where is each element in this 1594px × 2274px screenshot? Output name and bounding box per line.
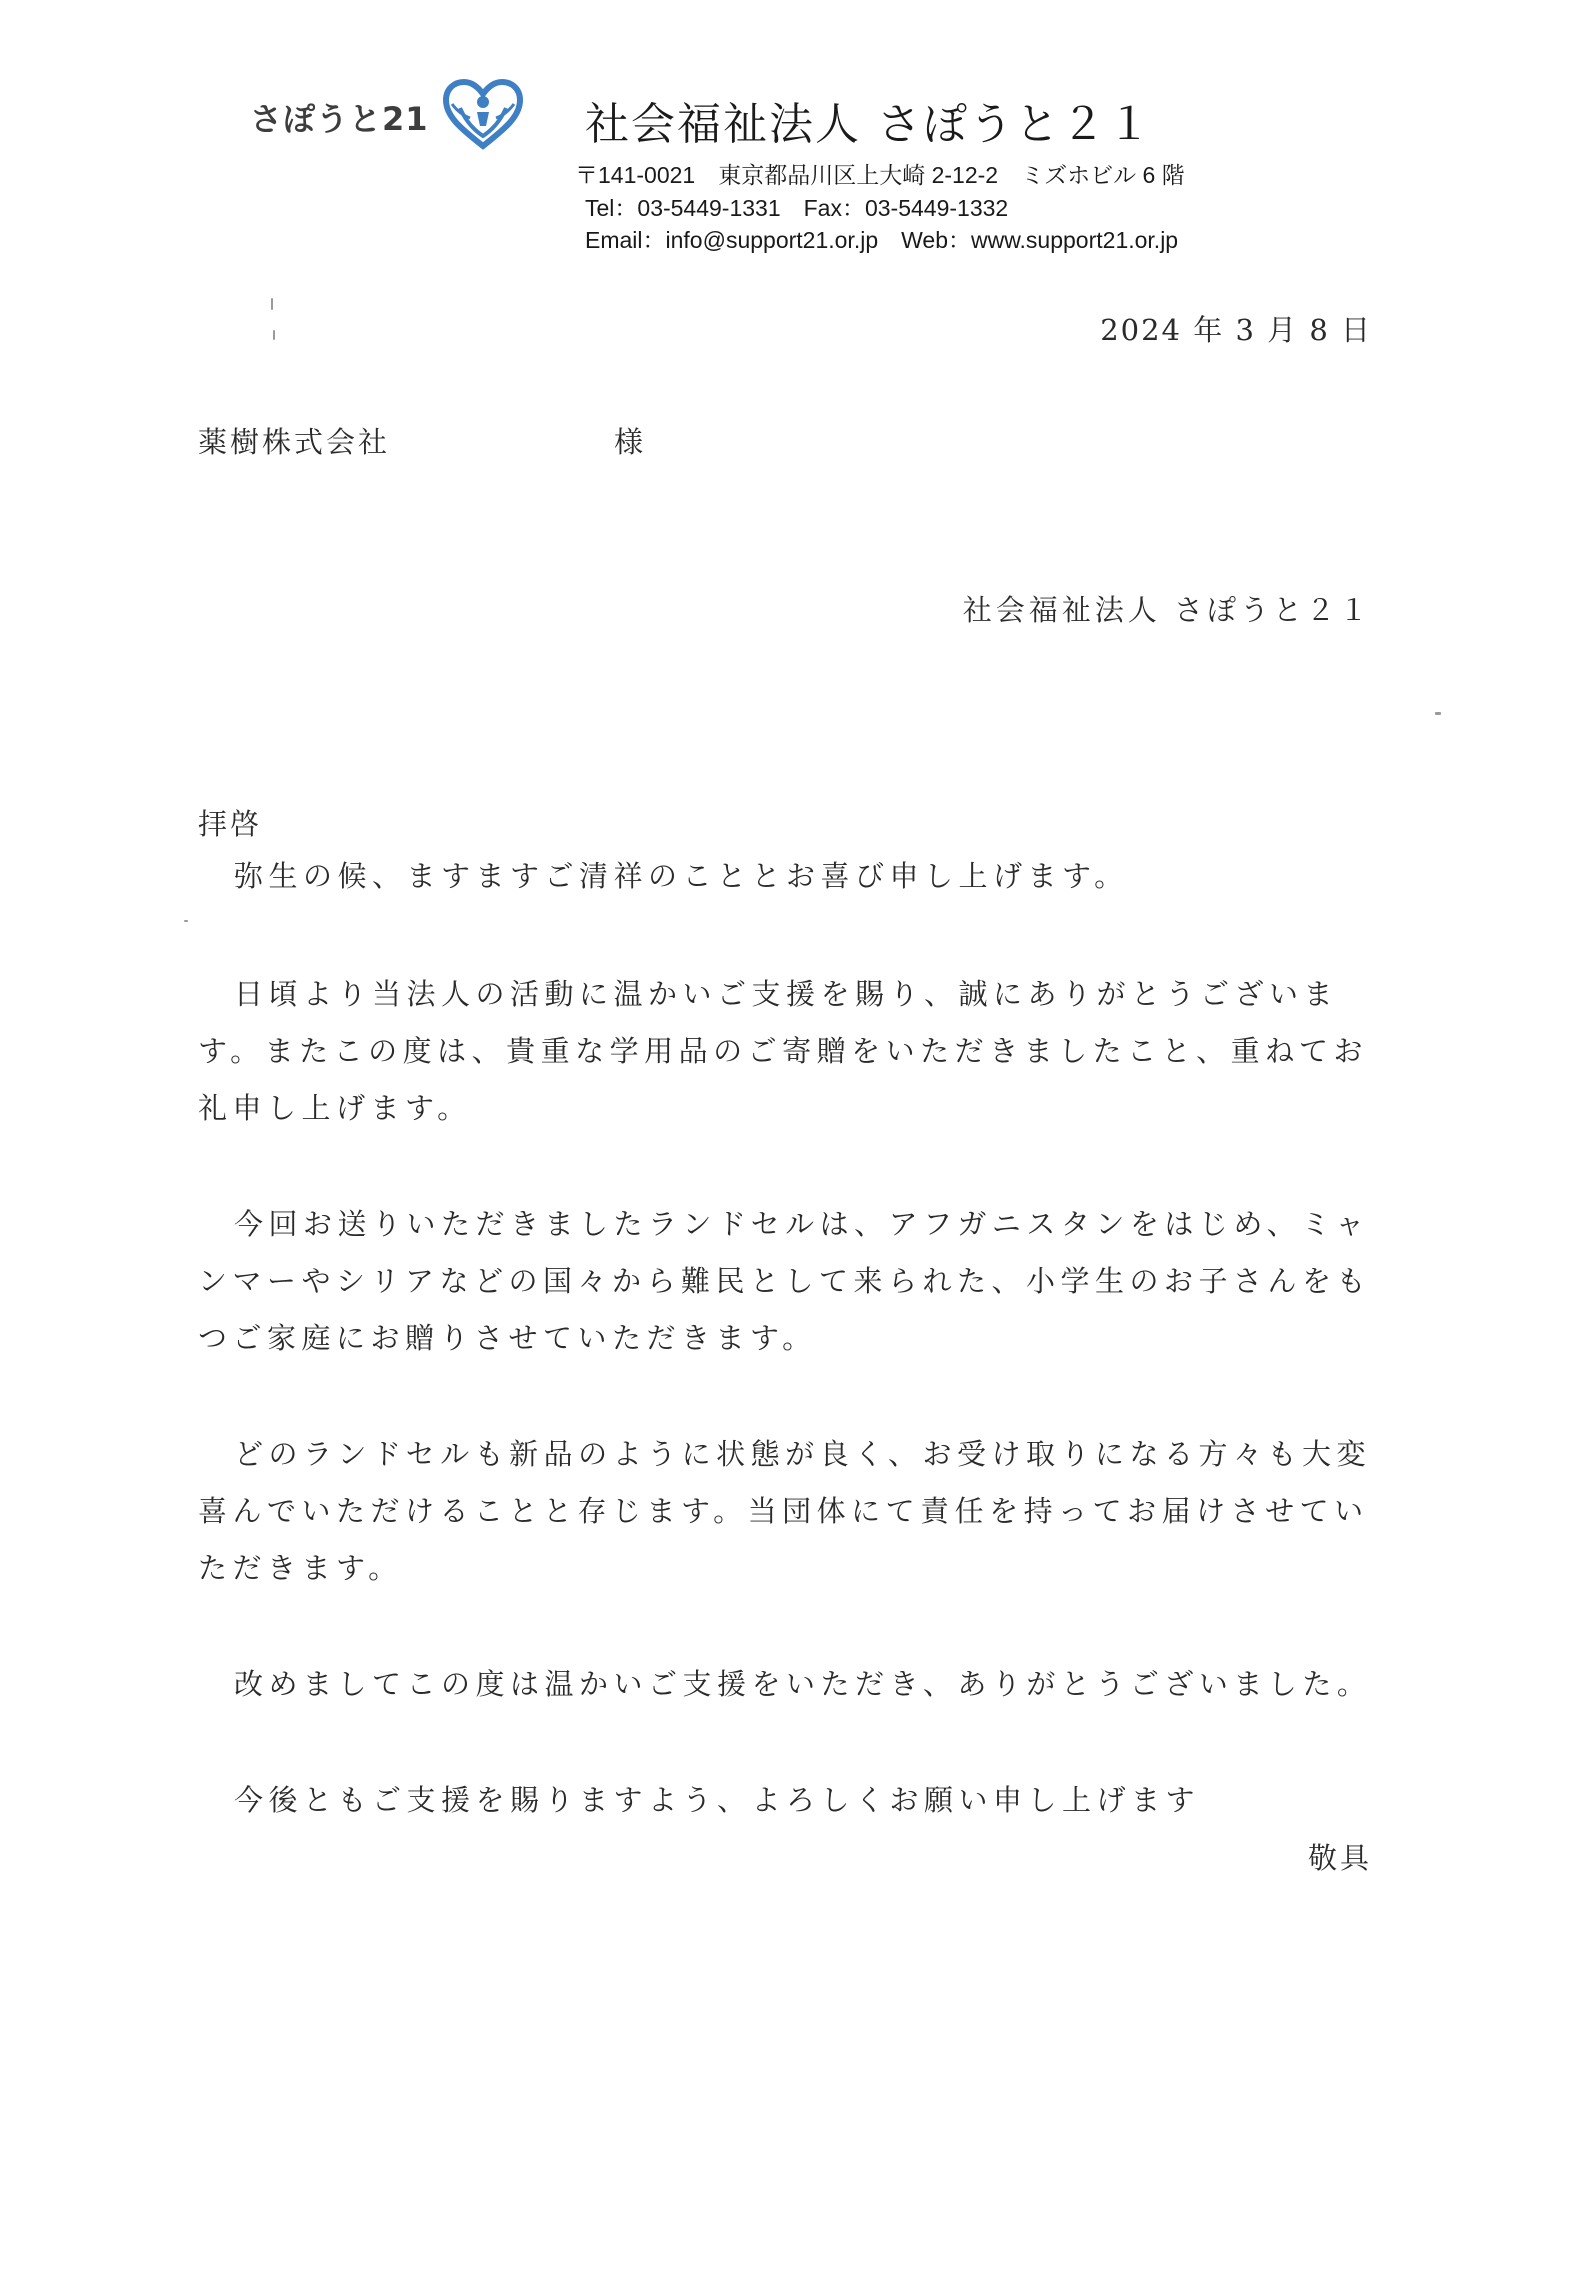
sender-name: 社会福祉法人 さぽうと２１ — [962, 593, 1372, 627]
organization-name: 社会福祉法人 さぽうと２１ — [585, 99, 1153, 150]
paragraph-thanks: 日頃より当法人の活動に温かいご支援を賜り、誠にありがとうございます。またこの度は、貴重な学用品のご寄贈をいただきましたこと、重ねてお礼申し上げます。 — [198, 977, 1368, 1125]
paragraph-condition: どのランドセルも新品のように状態が良く、お受け取りになる方々も大変喜んでいただけることと存じます。当団体にて責任を持ってお届けさせていただきます。 — [198, 1437, 1372, 1585]
letter-date: 2024 年 3 月 8 日 — [1100, 313, 1372, 347]
salutation: 拝啓 — [198, 807, 263, 841]
paragraph-future-support: 今後ともご支援を賜りますよう、よろしくお願い申し上げます — [234, 1783, 1201, 1817]
organization-address: 〒141-0021 東京都品川区上大崎 2-12-2 ミズホビル 6 階 — [575, 162, 1185, 188]
organization-tel-fax: Tel：03-5449-1331 Fax：03-5449-1332 — [585, 195, 1009, 221]
recipient-honorific: 様 — [614, 425, 644, 459]
paragraph-gratitude: 改めましてこの度は温かいご支援をいただき、ありがとうございました。 — [234, 1667, 1372, 1701]
logo-text: さぽうと21 — [250, 100, 429, 138]
paragraph-seasonal-greeting: 弥生の候、ますますご清祥のこととお喜び申し上げます。 — [234, 859, 1129, 893]
organization-email-web: Email：info@support21.or.jp Web：www.support21.or.jp — [585, 227, 1179, 253]
scan-speck — [271, 298, 273, 310]
organization-logo — [250, 78, 530, 158]
heart-hands-icon — [440, 78, 526, 150]
scan-speck — [184, 920, 188, 922]
scan-speck — [273, 330, 275, 340]
recipient-name: 薬樹株式会社 — [198, 425, 391, 459]
closing-remark: 敬具 — [1307, 1841, 1372, 1875]
scan-speck — [1435, 712, 1441, 715]
paragraph-randoseru-recipients: 今回お送りいただきましたランドセルは、アフガニスタンをはじめ、ミャンマーやシリアなどの国々から難民として来られた、小学生のお子さんをもつご家庭にお贈りさせていただきます。 — [198, 1207, 1372, 1355]
